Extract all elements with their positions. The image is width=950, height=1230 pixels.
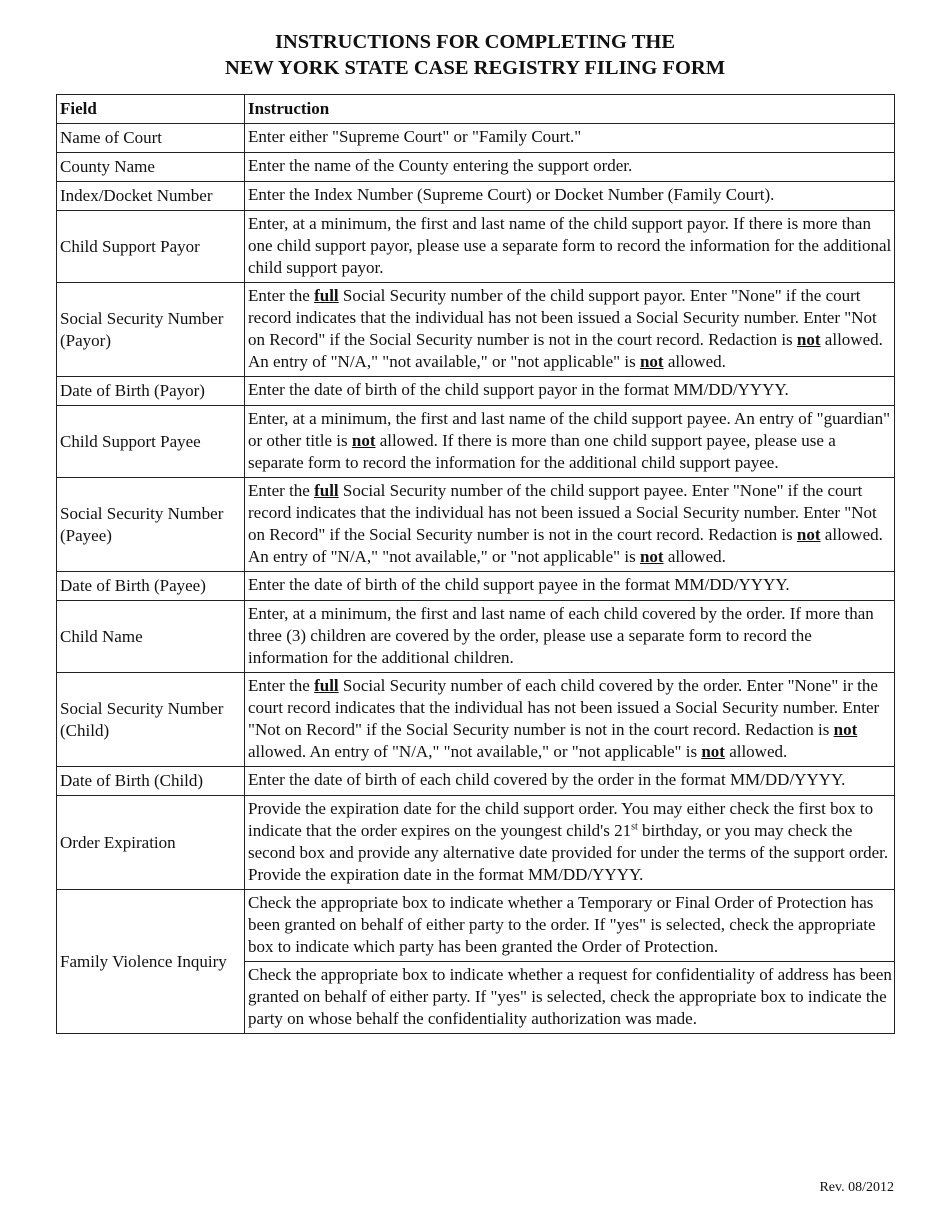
field-instruction xyxy=(245,673,895,767)
instruction-text: birthday, or you may check the second box and provide any alternative date provided for under the terms of the support order. Provide the expiration date in the format MM/DD/YYYY. xyxy=(248,821,889,884)
table-row xyxy=(57,478,895,572)
instruction-text: Check the appropriate box to indicate whether a Temporary or Final Order of Protection has been granted on behalf of either party to the order. If "yes" is selected, check the appropriate box to indicate which party has been granted the Order of Protection. xyxy=(248,893,876,956)
field-instruction xyxy=(245,796,895,890)
instruction-text: allowed. xyxy=(663,547,726,566)
table-row xyxy=(57,182,895,211)
table-row xyxy=(57,796,895,890)
table-row xyxy=(57,890,895,962)
field-instruction xyxy=(245,890,895,962)
instruction-text: Enter the xyxy=(248,676,315,695)
field-instruction xyxy=(245,283,895,377)
field-name: Social Security Number (Payee) xyxy=(57,478,245,572)
field-name: Child Support Payee xyxy=(57,406,245,478)
ordinal-superscript: st xyxy=(631,821,638,833)
field-name: Child Name xyxy=(57,601,245,673)
instruction-text: allowed. xyxy=(724,742,788,761)
emphasis-text: full xyxy=(314,676,339,695)
instruction-text: allowed. An entry of "N/A," "not available," or "not applicable" is xyxy=(248,742,702,761)
emphasis-text: full xyxy=(314,286,339,305)
field-name: Index/Docket Number xyxy=(57,182,245,211)
instruction-text: Provide the expiration date for the child support order. You may either check the first box to indicate that the order expires on the youngest child's 21 xyxy=(248,799,874,840)
instruction-text: Enter the Index Number (Supreme Court) or Docket Number (Family Court). xyxy=(248,185,775,204)
instruction-text: Enter, at a minimum, the first and last name of the child support payee. An entry of "guardian" or other title is xyxy=(248,409,891,450)
instruction-text: Social Security number of each child covered by the order. Enter "None" ir the court record indicates that the individual has not been issued a Social Security number. Enter "Not on Record" if the Social Security number is not in the court record. Redaction is xyxy=(248,676,880,739)
header-instruction: Instruction xyxy=(245,95,895,124)
table-row xyxy=(57,153,895,182)
field-name: Order Expiration xyxy=(57,796,245,890)
instruction-text: Enter either "Supreme Court" or "Family Court." xyxy=(248,127,582,146)
table-row xyxy=(57,283,895,377)
table-row xyxy=(57,211,895,283)
instruction-text: Enter the name of the County entering the support order. xyxy=(248,156,633,175)
instruction-text: Enter, at a minimum, the first and last name of each child covered by the order. If more than three (3) children are covered by the order, please use a separate form to record the information for the additional children. xyxy=(248,604,874,667)
instruction-text: Check the appropriate box to indicate whether a request for confidentiality of address has been granted on behalf of either party. If "yes" is selected, check the appropriate box to indicate the party on whose behalf the confidentiality authorization was made. xyxy=(248,965,892,1028)
field-instruction xyxy=(245,211,895,283)
table-row xyxy=(57,377,895,406)
field-instruction xyxy=(245,124,895,153)
emphasis-text: full xyxy=(314,481,339,500)
instructions-table xyxy=(56,94,895,1034)
instruction-text: allowed. If there is more than one child support payee, please use a separate form to record the information for the additional child support payee. xyxy=(248,431,836,472)
field-name: Date of Birth (Payee) xyxy=(57,572,245,601)
field-name: Family Violence Inquiry xyxy=(57,890,245,1034)
table-row xyxy=(57,767,895,796)
emphasis-text: not xyxy=(833,720,858,739)
instruction-text: Enter the date of birth of the child support payee in the format MM/DD/YYYY. xyxy=(248,575,790,594)
table-row xyxy=(57,601,895,673)
table-header-row xyxy=(57,95,895,124)
emphasis-text: not xyxy=(796,525,821,544)
emphasis-text: not xyxy=(639,547,664,566)
field-name: Date of Birth (Child) xyxy=(57,767,245,796)
document-title xyxy=(0,29,950,81)
instruction-text: allowed. An entry of "N/A," "not available," or "not applicable" is xyxy=(248,525,883,566)
field-name: Child Support Payor xyxy=(57,211,245,283)
field-instruction xyxy=(245,377,895,406)
field-name: County Name xyxy=(57,153,245,182)
emphasis-text: not xyxy=(351,431,376,450)
field-instruction xyxy=(245,572,895,601)
instruction-text: Enter the xyxy=(248,481,315,500)
field-name: Name of Court xyxy=(57,124,245,153)
field-instruction xyxy=(245,767,895,796)
instruction-text: Social Security number of the child support payor. Enter "None" if the court record indicates that the individual has not been issued a Social Security number. Enter "Not on Record" if the Social Security number is not in the court record. Redaction is xyxy=(248,286,877,349)
header-field: Field xyxy=(57,95,245,124)
field-instruction xyxy=(245,182,895,211)
instruction-text: Enter the date of birth of each child covered by the order in the format MM/DD/YYYY. xyxy=(248,770,846,789)
instruction-text: Enter the xyxy=(248,286,315,305)
field-name: Social Security Number (Payor) xyxy=(57,283,245,377)
instruction-text: allowed. xyxy=(663,352,726,371)
table-row xyxy=(57,124,895,153)
instruction-text: Enter, at a minimum, the first and last name of the child support payor. If there is more than one child support payor, please use a separate form to record the information for the additional child support payor. xyxy=(248,214,892,277)
revision-date: Rev. 08/2012 xyxy=(819,1180,894,1195)
field-instruction xyxy=(245,478,895,572)
field-instruction xyxy=(245,153,895,182)
field-instruction xyxy=(245,601,895,673)
table-row xyxy=(57,673,895,767)
instruction-text: Social Security number of the child support payee. Enter "None" if the court record indicates that the individual has not been issued a Social Security number. Enter "Not on Record" if the Social Security number is not in the court record. Redaction is xyxy=(248,481,877,544)
instruction-text: Enter the date of birth of the child support payor in the format MM/DD/YYYY. xyxy=(248,380,789,399)
table-body xyxy=(57,124,895,1034)
table-row xyxy=(57,406,895,478)
field-instruction xyxy=(245,406,895,478)
field-name: Social Security Number (Child) xyxy=(57,673,245,767)
instruction-text: allowed. An entry of "N/A," "not available," or "not applicable" is xyxy=(248,330,883,371)
emphasis-text: not xyxy=(796,330,821,349)
title-line-2: NEW YORK STATE CASE REGISTRY FILING FORM xyxy=(224,57,726,79)
field-instruction xyxy=(245,962,895,1034)
title-line-1: INSTRUCTIONS FOR COMPLETING THE xyxy=(274,31,675,53)
emphasis-text: not xyxy=(639,352,664,371)
emphasis-text: not xyxy=(701,742,725,761)
table-row xyxy=(57,572,895,601)
field-name: Date of Birth (Payor) xyxy=(57,377,245,406)
